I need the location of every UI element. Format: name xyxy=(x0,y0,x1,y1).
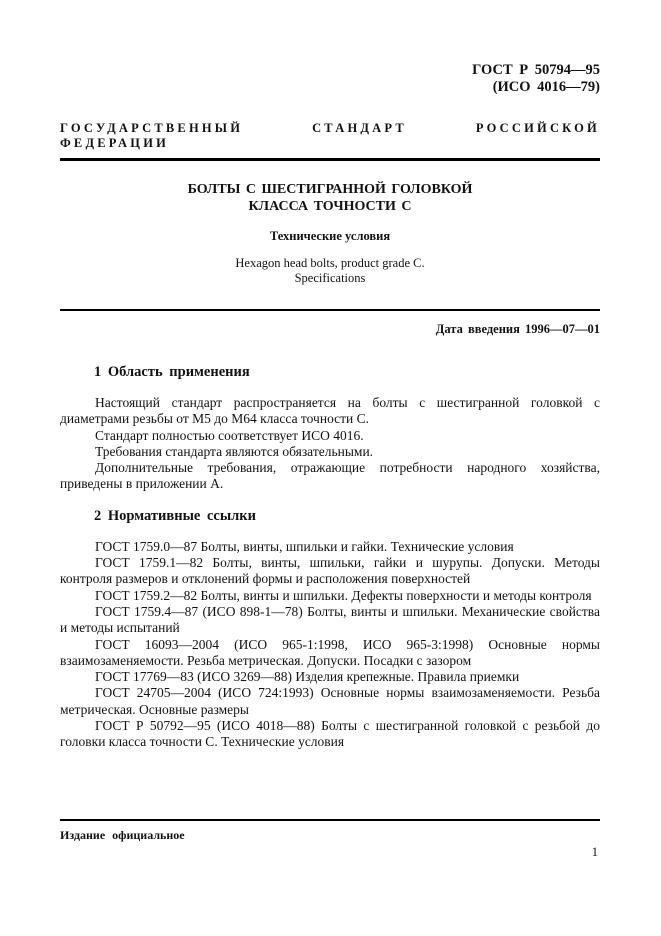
section-1-heading: 1 Область применения xyxy=(94,364,250,380)
doc-title-line2: КЛАССА ТОЧНОСТИ С xyxy=(248,199,412,214)
paragraph: Дополнительные требования, отражающие потребности народного хозяйства, приведены в приложении А. xyxy=(60,460,600,492)
reference-item: ГОСТ 1759.1—82 Болты, винты, шпильки, гайки и шурупы. Допуски. Методы контроля размеров и отклонений формы и расположения поверхностей xyxy=(60,555,600,587)
doc-title-english xyxy=(60,256,600,286)
section-2-heading: 2 Нормативные ссылки xyxy=(94,507,256,524)
reference-item: ГОСТ 24705—2004 (ИСО 724:1993) Основные нормы взаимозаменяемости. Резьба метрическая. Основные размеры xyxy=(60,685,600,717)
doc-code-line2: (ИСО 4016—79) xyxy=(492,79,600,95)
edition-note: Издание официальное xyxy=(60,828,185,842)
doc-code-line1: ГОСТ Р 50794—95 xyxy=(472,62,600,78)
page-number: 1 xyxy=(591,845,598,859)
reference-item: ГОСТ Р 50792—95 (ИСО 4018—88) Болты с шестигранной головкой с резьбой до головки класса точности С. Технические условия xyxy=(60,718,600,750)
reference-item: ГОСТ 1759.4—87 (ИСО 898-1—78) Болты, винты и шпильки. Механические свойства и методы испытаний xyxy=(60,603,600,636)
paragraph: Требования стандарта являются обязательными. xyxy=(95,443,374,459)
doc-title-english-line1: Hexagon head bolts, product grade C. xyxy=(235,256,425,270)
doc-code xyxy=(60,62,600,96)
reference-item: ГОСТ 1759.0—87 Болты, винты, шпильки и гайки. Технические условия xyxy=(95,538,514,554)
footer-rule xyxy=(60,819,600,843)
doc-title-line1: БОЛТЫ С ШЕСТИГРАННОЙ ГОЛОВКОЙ xyxy=(187,182,473,197)
paragraph: Настоящий стандарт распространяется на болты с шестигранной головкой с диаметрами резьбы от М5 до М64 класса точности С. xyxy=(60,395,600,427)
doc-subtitle: Технические условия xyxy=(269,229,391,243)
doc-title xyxy=(60,181,600,215)
doc-title-english-line2: Specifications xyxy=(294,271,366,285)
paragraph: Стандарт полностью соответствует ИСО 4016. xyxy=(95,427,364,443)
reference-item: ГОСТ 1759.2—82 Болты, винты и шпильки. Дефекты поверхности и методы контроля xyxy=(95,587,592,603)
federation-standard-banner xyxy=(60,121,600,161)
date-section-rule xyxy=(60,309,600,311)
reference-item: ГОСТ 17769—83 (ИСО 3269—88) Изделия крепежные. Правила приемки xyxy=(95,669,520,685)
reference-item: ГОСТ 16093—2004 (ИСО 965-1:1998, ИСО 965-3:1998) Основные нормы взаимозаменяемости. Резьба метрическая. Допуски. Посадки с зазором xyxy=(60,636,600,668)
federation-standard-banner-text: ГОСУДАРСТВЕННЫЙ СТАНДАРТ РОССИЙСКОЙ ФЕДЕРАЦИИ xyxy=(60,121,600,150)
effective-date: Дата введения 1996—07—01 xyxy=(435,322,600,336)
